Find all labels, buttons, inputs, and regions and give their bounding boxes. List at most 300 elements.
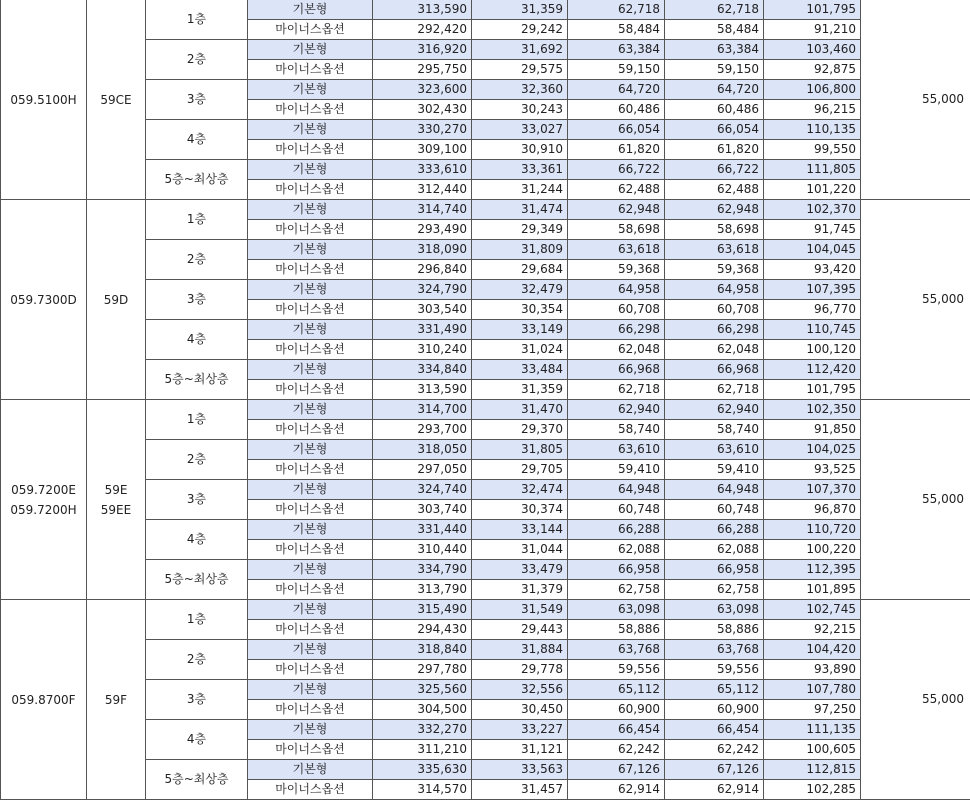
option-type: 기본형: [248, 440, 373, 460]
price-value: 112,815: [764, 760, 861, 780]
housing-code: 059.5100H: [10, 92, 77, 107]
price-value: 324,790: [373, 280, 472, 300]
price-value: 59,556: [568, 660, 665, 680]
price-value: 62,948: [568, 200, 665, 220]
floor-label: 5층~최상층: [146, 560, 248, 600]
price-value: 310,440: [373, 540, 472, 560]
floor-label: 2층: [146, 240, 248, 280]
price-value: 106,800: [764, 80, 861, 100]
price-value: 296,840: [373, 260, 472, 280]
price-value: 318,090: [373, 240, 472, 260]
option-type: 기본형: [248, 360, 373, 380]
row-basic: [1, 720, 970, 740]
price-value: 66,722: [568, 160, 665, 180]
price-value: 58,886: [568, 620, 665, 640]
floor-label: 2층: [146, 40, 248, 80]
floor-label: 5층~최상층: [146, 360, 248, 400]
price-value: 110,720: [764, 520, 861, 540]
housing-code: 059.7200H: [10, 502, 77, 517]
price-value: 63,384: [568, 40, 665, 60]
price-value: 104,045: [764, 240, 861, 260]
option-type: 마이너스옵션: [248, 460, 373, 480]
price-value: 104,025: [764, 440, 861, 460]
unit-type: 59D: [103, 292, 129, 307]
price-value: 64,720: [568, 80, 665, 100]
option-type: 마이너스옵션: [248, 620, 373, 640]
price-value: 30,354: [472, 300, 568, 320]
price-value: 64,948: [665, 480, 764, 500]
price-value: 66,454: [665, 720, 764, 740]
price-value: 32,479: [472, 280, 568, 300]
price-value: 330,270: [373, 120, 472, 140]
extra-cost: 55,000: [861, 400, 970, 600]
option-type: 기본형: [248, 80, 373, 100]
price-value: 62,718: [568, 380, 665, 400]
unit-type-cell: [87, 200, 146, 400]
price-value: 31,121: [472, 740, 568, 760]
option-type: 기본형: [248, 0, 373, 20]
price-value: 297,780: [373, 660, 472, 680]
floor-label: 1층: [146, 400, 248, 440]
price-value: 333,610: [373, 160, 472, 180]
price-value: 60,486: [568, 100, 665, 120]
price-value: 62,088: [568, 540, 665, 560]
price-value: 96,770: [764, 300, 861, 320]
row-basic: [1, 200, 970, 220]
option-type: 기본형: [248, 720, 373, 740]
price-value: 318,050: [373, 440, 472, 460]
price-value: 63,610: [665, 440, 764, 460]
floor-label: 4층: [146, 720, 248, 760]
price-value: 104,420: [764, 640, 861, 660]
option-type: 마이너스옵션: [248, 660, 373, 680]
price-value: 60,900: [568, 700, 665, 720]
price-value: 67,126: [568, 760, 665, 780]
option-type: 마이너스옵션: [248, 140, 373, 160]
price-value: 58,484: [568, 20, 665, 40]
price-value: 93,890: [764, 660, 861, 680]
price-value: 33,227: [472, 720, 568, 740]
price-value: 32,360: [472, 80, 568, 100]
row-basic: [1, 560, 970, 580]
option-type: 기본형: [248, 120, 373, 140]
housing-code: 059.7200E: [11, 482, 76, 497]
price-value: 102,370: [764, 200, 861, 220]
row-basic: [1, 160, 970, 180]
floor-label: 3층: [146, 80, 248, 120]
floor-label: 4층: [146, 520, 248, 560]
option-type: 마이너스옵션: [248, 420, 373, 440]
price-value: 102,350: [764, 400, 861, 420]
price-value: 62,048: [665, 340, 764, 360]
price-value: 324,740: [373, 480, 472, 500]
price-value: 62,088: [665, 540, 764, 560]
price-value: 62,048: [568, 340, 665, 360]
price-value: 59,410: [568, 460, 665, 480]
price-value: 112,420: [764, 360, 861, 380]
price-value: 64,958: [665, 280, 764, 300]
price-value: 62,488: [665, 180, 764, 200]
price-value: 323,600: [373, 80, 472, 100]
price-value: 58,740: [568, 420, 665, 440]
price-value: 62,914: [568, 780, 665, 800]
price-value: 60,748: [568, 500, 665, 520]
price-value: 60,486: [665, 100, 764, 120]
floor-label: 1층: [146, 600, 248, 640]
price-value: 107,370: [764, 480, 861, 500]
price-value: 112,395: [764, 560, 861, 580]
price-value: 60,748: [665, 500, 764, 520]
price-value: 93,525: [764, 460, 861, 480]
price-value: 110,745: [764, 320, 861, 340]
floor-label: 2층: [146, 440, 248, 480]
price-value: 32,556: [472, 680, 568, 700]
price-value: 60,708: [568, 300, 665, 320]
price-value: 63,610: [568, 440, 665, 460]
price-value: 313,590: [373, 0, 472, 20]
price-value: 295,750: [373, 60, 472, 80]
price-value: 62,488: [568, 180, 665, 200]
price-value: 313,790: [373, 580, 472, 600]
price-value: 96,215: [764, 100, 861, 120]
price-value: 62,914: [665, 780, 764, 800]
option-type: 마이너스옵션: [248, 220, 373, 240]
price-value: 31,474: [472, 200, 568, 220]
option-type: 기본형: [248, 640, 373, 660]
price-value: 99,550: [764, 140, 861, 160]
price-value: 63,768: [568, 640, 665, 660]
price-value: 33,027: [472, 120, 568, 140]
price-value: 91,745: [764, 220, 861, 240]
option-type: 기본형: [248, 280, 373, 300]
price-value: 62,718: [665, 380, 764, 400]
price-value: 31,359: [472, 380, 568, 400]
row-basic: [1, 480, 970, 500]
price-value: 100,605: [764, 740, 861, 760]
price-value: 31,549: [472, 600, 568, 620]
price-value: 31,244: [472, 180, 568, 200]
price-value: 325,560: [373, 680, 472, 700]
price-value: 30,910: [472, 140, 568, 160]
option-type: 기본형: [248, 480, 373, 500]
price-value: 91,210: [764, 20, 861, 40]
option-type: 기본형: [248, 160, 373, 180]
option-type: 기본형: [248, 320, 373, 340]
option-type: 기본형: [248, 680, 373, 700]
row-basic: [1, 440, 970, 460]
price-value: 101,220: [764, 180, 861, 200]
price-value: 62,718: [568, 0, 665, 20]
price-value: 61,820: [568, 140, 665, 160]
price-value: 31,805: [472, 440, 568, 460]
price-value: 33,484: [472, 360, 568, 380]
price-value: 62,242: [665, 740, 764, 760]
price-value: 62,940: [665, 400, 764, 420]
price-value: 59,556: [665, 660, 764, 680]
price-value: 101,795: [764, 380, 861, 400]
price-value: 33,149: [472, 320, 568, 340]
price-value: 64,948: [568, 480, 665, 500]
option-type: 마이너스옵션: [248, 60, 373, 80]
price-value: 29,684: [472, 260, 568, 280]
housing-code-cell: [1, 600, 87, 800]
price-value: 31,457: [472, 780, 568, 800]
price-value: 67,126: [665, 760, 764, 780]
price-value: 58,698: [568, 220, 665, 240]
option-type: 기본형: [248, 600, 373, 620]
option-type: 마이너스옵션: [248, 740, 373, 760]
price-value: 66,968: [665, 360, 764, 380]
option-type: 기본형: [248, 560, 373, 580]
price-value: 92,875: [764, 60, 861, 80]
price-value: 63,098: [665, 600, 764, 620]
price-value: 63,768: [665, 640, 764, 660]
unit-type: 59EE: [100, 502, 132, 517]
price-value: 334,840: [373, 360, 472, 380]
price-value: 29,443: [472, 620, 568, 640]
extra-cost: 55,000: [861, 600, 970, 800]
price-value: 32,474: [472, 480, 568, 500]
price-value: 96,870: [764, 500, 861, 520]
price-value: 102,285: [764, 780, 861, 800]
price-value: 314,570: [373, 780, 472, 800]
floor-label: 4층: [146, 320, 248, 360]
price-value: 66,288: [665, 520, 764, 540]
price-value: 66,968: [568, 360, 665, 380]
housing-code-cell: [1, 200, 87, 400]
price-value: 297,050: [373, 460, 472, 480]
price-value: 107,395: [764, 280, 861, 300]
price-value: 102,745: [764, 600, 861, 620]
price-value: 66,722: [665, 160, 764, 180]
price-value: 59,410: [665, 460, 764, 480]
price-value: 93,420: [764, 260, 861, 280]
housing-code: 059.7300D: [10, 292, 77, 307]
price-value: 31,024: [472, 340, 568, 360]
price-value: 31,379: [472, 580, 568, 600]
floor-label: 5층~최상층: [146, 160, 248, 200]
price-value: 62,948: [665, 200, 764, 220]
option-type: 마이너스옵션: [248, 20, 373, 40]
price-value: 66,298: [568, 320, 665, 340]
option-type: 기본형: [248, 400, 373, 420]
price-value: 29,705: [472, 460, 568, 480]
floor-label: 3층: [146, 480, 248, 520]
price-value: 62,758: [568, 580, 665, 600]
price-value: 65,112: [568, 680, 665, 700]
price-value: 62,718: [665, 0, 764, 20]
option-type: 마이너스옵션: [248, 700, 373, 720]
price-value: 66,288: [568, 520, 665, 540]
option-type: 마이너스옵션: [248, 300, 373, 320]
price-value: 64,720: [665, 80, 764, 100]
price-value: 292,420: [373, 20, 472, 40]
price-value: 103,460: [764, 40, 861, 60]
price-value: 58,484: [665, 20, 764, 40]
price-value: 100,220: [764, 540, 861, 560]
price-value: 33,361: [472, 160, 568, 180]
housing-code-cell: [1, 400, 87, 600]
price-value: 92,215: [764, 620, 861, 640]
option-type: 기본형: [248, 520, 373, 540]
price-value: 311,210: [373, 740, 472, 760]
price-value: 309,100: [373, 140, 472, 160]
price-value: 316,920: [373, 40, 472, 60]
price-value: 33,144: [472, 520, 568, 540]
row-basic: [1, 320, 970, 340]
price-value: 293,700: [373, 420, 472, 440]
floor-label: 1층: [146, 200, 248, 240]
price-value: 63,618: [568, 240, 665, 260]
floor-label: 4층: [146, 120, 248, 160]
price-value: 63,618: [665, 240, 764, 260]
price-value: 97,250: [764, 700, 861, 720]
price-value: 331,440: [373, 520, 472, 540]
option-type: 기본형: [248, 240, 373, 260]
price-value: 302,430: [373, 100, 472, 120]
price-value: 60,708: [665, 300, 764, 320]
price-value: 331,490: [373, 320, 472, 340]
price-value: 33,563: [472, 760, 568, 780]
unit-type: 59F: [104, 692, 128, 707]
price-value: 332,270: [373, 720, 472, 740]
price-value: 111,805: [764, 160, 861, 180]
price-value: 59,368: [665, 260, 764, 280]
price-value: 313,590: [373, 380, 472, 400]
price-value: 59,368: [568, 260, 665, 280]
row-basic: [1, 120, 970, 140]
price-value: 59,150: [665, 60, 764, 80]
price-value: 65,112: [665, 680, 764, 700]
option-type: 마이너스옵션: [248, 500, 373, 520]
housing-code: 059.8700F: [11, 692, 76, 707]
row-basic: [1, 640, 970, 660]
row-basic: [1, 0, 970, 20]
row-basic: [1, 520, 970, 540]
price-value: 62,940: [568, 400, 665, 420]
price-value: 30,374: [472, 500, 568, 520]
floor-label: 1층: [146, 0, 248, 40]
floor-label: 2층: [146, 640, 248, 680]
price-value: 30,450: [472, 700, 568, 720]
unit-type-cell: [87, 0, 146, 200]
price-value: 31,359: [472, 0, 568, 20]
price-value: 61,820: [665, 140, 764, 160]
unit-type: 59E: [104, 482, 128, 497]
option-type: 마이너스옵션: [248, 260, 373, 280]
price-value: 64,958: [568, 280, 665, 300]
option-type: 기본형: [248, 40, 373, 60]
option-type: 마이너스옵션: [248, 340, 373, 360]
price-value: 314,740: [373, 200, 472, 220]
price-value: 304,500: [373, 700, 472, 720]
price-value: 60,900: [665, 700, 764, 720]
price-value: 66,054: [568, 120, 665, 140]
extra-cost: 55,000: [861, 0, 970, 200]
row-basic: [1, 360, 970, 380]
price-value: 31,044: [472, 540, 568, 560]
price-value: 30,243: [472, 100, 568, 120]
option-type: 마이너스옵션: [248, 780, 373, 800]
unit-type-cell: [87, 400, 146, 600]
unit-type-cell: [87, 600, 146, 800]
price-table-body: [1, 0, 970, 800]
price-value: 107,780: [764, 680, 861, 700]
price-value: 111,135: [764, 720, 861, 740]
price-value: 66,298: [665, 320, 764, 340]
price-value: 31,692: [472, 40, 568, 60]
row-basic: [1, 400, 970, 420]
option-type: 마이너스옵션: [248, 100, 373, 120]
price-value: 59,150: [568, 60, 665, 80]
price-value: 63,384: [665, 40, 764, 60]
price-value: 29,575: [472, 60, 568, 80]
price-value: 66,958: [568, 560, 665, 580]
extra-cost: 55,000: [861, 200, 970, 400]
floor-label: 5층~최상층: [146, 760, 248, 800]
price-value: 66,454: [568, 720, 665, 740]
price-value: 312,440: [373, 180, 472, 200]
option-type: 마이너스옵션: [248, 580, 373, 600]
row-basic: [1, 680, 970, 700]
price-value: 66,054: [665, 120, 764, 140]
price-value: 29,778: [472, 660, 568, 680]
row-basic: [1, 80, 970, 100]
price-value: 293,490: [373, 220, 472, 240]
floor-label: 3층: [146, 680, 248, 720]
price-value: 29,370: [472, 420, 568, 440]
price-value: 31,470: [472, 400, 568, 420]
option-type: 마이너스옵션: [248, 380, 373, 400]
row-basic: [1, 240, 970, 260]
price-value: 335,630: [373, 760, 472, 780]
option-type: 마이너스옵션: [248, 540, 373, 560]
price-value: 29,349: [472, 220, 568, 240]
price-value: 63,098: [568, 600, 665, 620]
price-value: 101,795: [764, 0, 861, 20]
price-value: 31,809: [472, 240, 568, 260]
price-value: 31,884: [472, 640, 568, 660]
option-type: 기본형: [248, 200, 373, 220]
unit-type: 59CE: [100, 92, 132, 107]
price-value: 66,958: [665, 560, 764, 580]
price-value: 91,850: [764, 420, 861, 440]
row-basic: [1, 40, 970, 60]
price-value: 314,700: [373, 400, 472, 420]
price-value: 303,540: [373, 300, 472, 320]
price-value: 315,490: [373, 600, 472, 620]
price-value: 310,240: [373, 340, 472, 360]
price-value: 58,740: [665, 420, 764, 440]
price-value: 318,840: [373, 640, 472, 660]
row-basic: [1, 600, 970, 620]
price-value: 58,886: [665, 620, 764, 640]
price-value: 33,479: [472, 560, 568, 580]
row-basic: [1, 280, 970, 300]
housing-code-cell: [1, 0, 87, 200]
price-value: 29,242: [472, 20, 568, 40]
option-type: 기본형: [248, 760, 373, 780]
price-value: 110,135: [764, 120, 861, 140]
floor-label: 3층: [146, 280, 248, 320]
price-value: 58,698: [665, 220, 764, 240]
price-value: 294,430: [373, 620, 472, 640]
price-value: 62,242: [568, 740, 665, 760]
price-value: 303,740: [373, 500, 472, 520]
price-value: 101,895: [764, 580, 861, 600]
price-value: 100,120: [764, 340, 861, 360]
option-type: 마이너스옵션: [248, 180, 373, 200]
